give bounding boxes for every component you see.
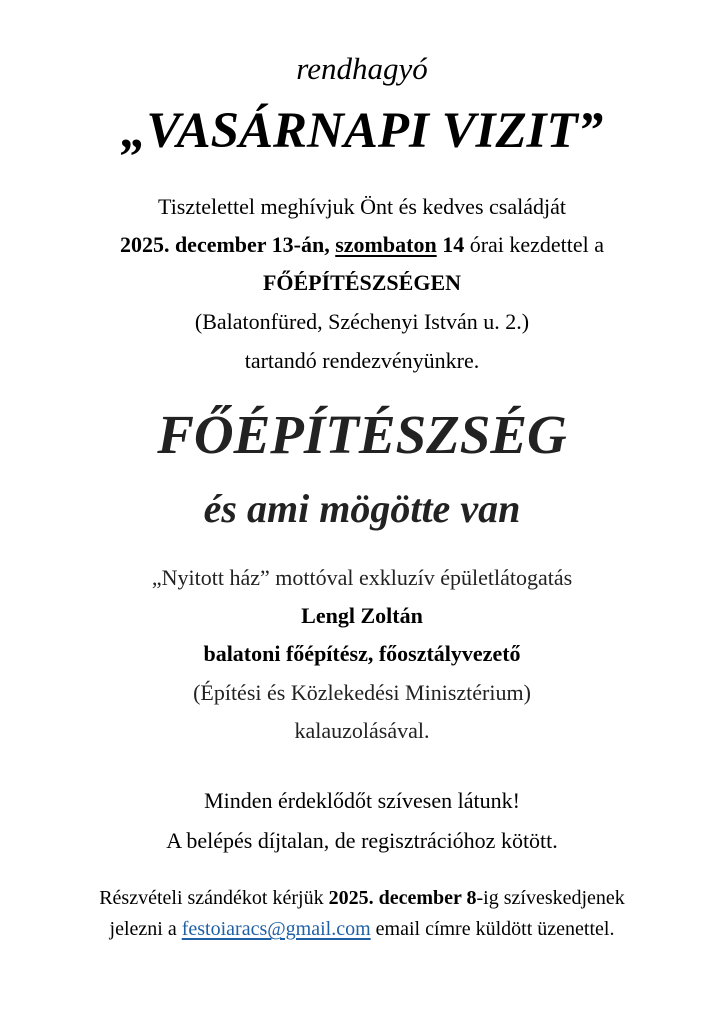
event-hour: 14 xyxy=(442,232,465,257)
registration-line2-suffix: email címre küldött üzenettel. xyxy=(375,918,615,940)
tour-closing: kalauzolásával. xyxy=(294,718,430,743)
registration-line-2 xyxy=(0,919,724,939)
event-line: tartandó rendezvényünkre. xyxy=(244,348,480,373)
invitation-line: Tisztelettel meghívjuk Önt és kedves családját xyxy=(158,194,566,219)
time-suffix: órai kezdettel a xyxy=(469,232,605,257)
kicker-text: rendhagyó xyxy=(296,51,428,86)
event-title: „VASÁRNAPI VIZIT” xyxy=(120,103,604,159)
ministry-name: (Építési és Közlekedési Minisztérium) xyxy=(193,680,531,705)
venue-name: FŐÉPÍTÉSZSÉGEN xyxy=(262,270,462,295)
welcome-line: Minden érdeklődőt szívesen látunk! xyxy=(204,788,520,813)
date-time-line xyxy=(0,234,724,256)
guide-role: balatoni főépítész, főosztályvezető xyxy=(203,641,521,666)
event-date: 2025. december 13-án, xyxy=(119,232,330,257)
feature-subtitle: és ami mögötte van xyxy=(203,486,521,531)
registration-suffix: -ig szíveskedjenek xyxy=(476,887,625,909)
event-day: szombaton xyxy=(335,232,437,257)
registration-deadline: 2025. december 8 xyxy=(328,887,477,909)
email-link[interactable]: festoiaracs@gmail.com xyxy=(181,918,371,940)
admission-line: A belépés díjtalan, de regisztrációhoz kötött. xyxy=(166,828,558,853)
registration-prefix: Részvételi szándékot kérjük xyxy=(99,887,324,909)
feature-title: FŐÉPÍTÉSZSÉG xyxy=(157,404,567,465)
guide-name: Lengl Zoltán xyxy=(301,603,423,628)
registration-line-1 xyxy=(0,888,724,908)
registration-line2-prefix: jelezni a xyxy=(109,918,177,940)
venue-address: (Balatonfüred, Széchenyi István u. 2.) xyxy=(194,309,530,334)
tour-description: „Nyitott ház” mottóval exkluzív épületlátogatás xyxy=(151,565,573,590)
